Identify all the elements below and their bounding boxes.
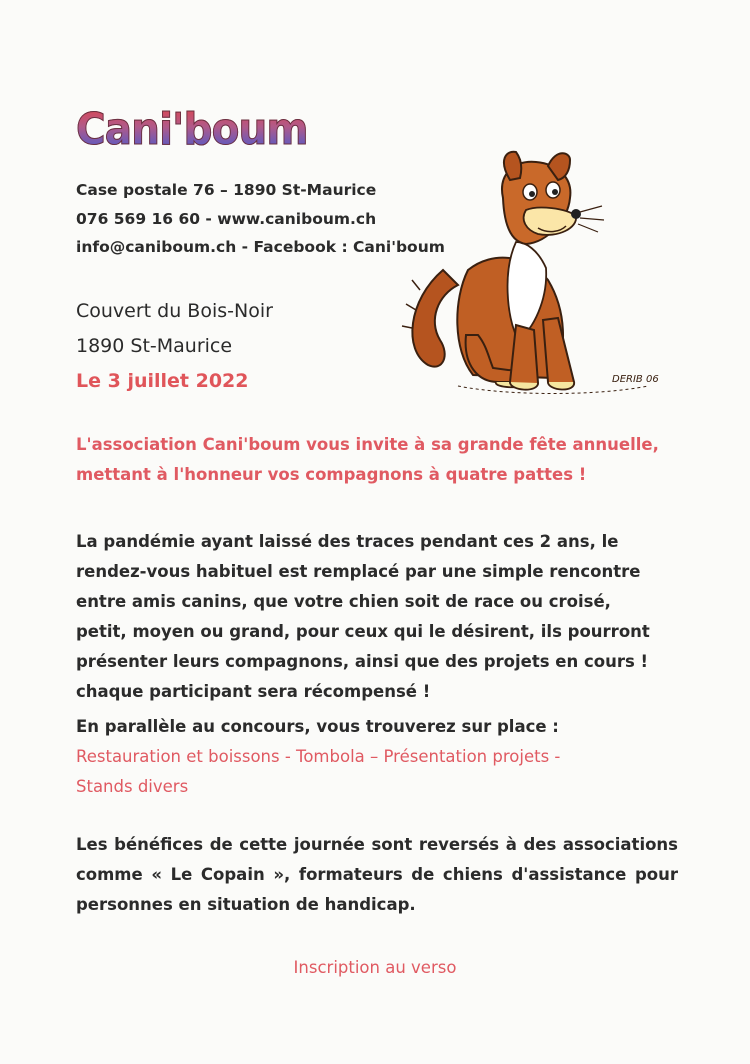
paragraph-line: présenter leurs compagnons, ainsi que des projets en cours !: [76, 652, 649, 671]
benefits-paragraph: Les bénéfices de cette journée sont reversés à des associations comme « Le Copain », formateurs de chiens d'assistance pour personnes en situation de handicap.: [76, 835, 678, 914]
venue-place: Couvert du Bois-Noir: [76, 300, 273, 322]
artist-signature: DERIB 06: [612, 374, 659, 385]
email-facebook: info@caniboum.ch - Facebook : Cani'boum: [76, 238, 445, 256]
paragraph-line: entre amis canins, que votre chien soit de race ou croisé,: [76, 592, 611, 611]
registration-note: Inscription au verso: [293, 958, 457, 977]
paragraph-line: petit, moyen ou grand, pour ceux qui le désirent, ils pourront: [76, 622, 650, 641]
phone-website: 076 569 16 60 - www.caniboum.ch: [76, 209, 377, 228]
postal-address: Case postale 76 – 1890 St-Maurice: [76, 181, 377, 199]
intro-paragraph: [76, 430, 686, 490]
intro-line-1: L'association Cani'boum vous invite à sa grande fête annuelle,: [76, 435, 659, 454]
activities-list-line-1: Restauration et boissons - Tombola – Présentation projets -: [76, 747, 561, 766]
pandemic-paragraph: [76, 527, 678, 707]
event-date: Le 3 juillet 2022: [76, 370, 249, 392]
contact-block: [76, 176, 445, 262]
caniboum-logo: Cani'boum: [76, 104, 308, 155]
paragraph-line: chaque participant sera récompensé !: [76, 682, 431, 701]
dog-illustration: [398, 150, 680, 410]
activities-list-line-2: Stands divers: [76, 777, 189, 796]
paragraph-line: rendez-vous habituel est remplacé par une simple rencontre: [76, 562, 641, 581]
venue-city: 1890 St-Maurice: [76, 335, 233, 357]
intro-line-2: mettant à l'honneur vos compagnons à quatre pattes !: [76, 465, 587, 484]
activities-lead: En parallèle au concours, vous trouverez sur place :: [76, 717, 559, 736]
paragraph-line: La pandémie ayant laissé des traces pendant ces 2 ans, le: [76, 532, 619, 551]
venue-block: [76, 294, 273, 399]
activities-paragraph: [76, 712, 678, 802]
